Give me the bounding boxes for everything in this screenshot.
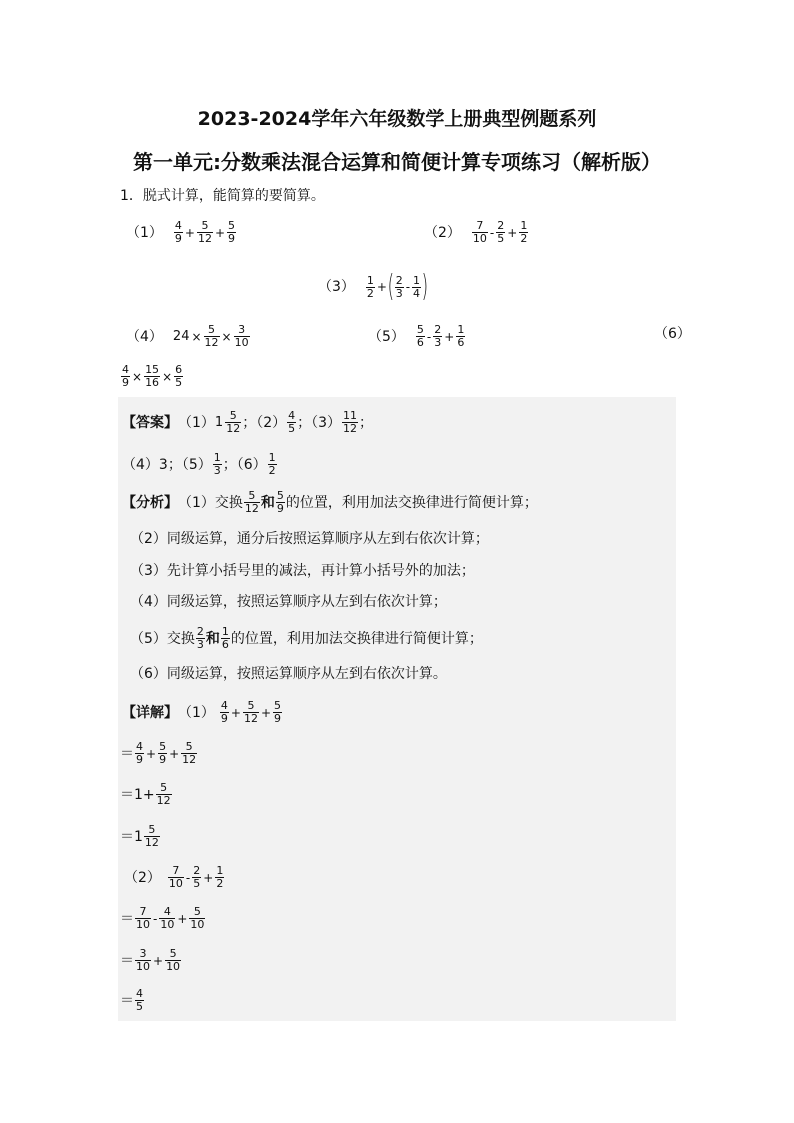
answer-line-2: （4）3；（5） $\frac{1}{3}$ ；（6） $\frac{1}{2}$ <box>122 451 276 477</box>
left-paren: ( <box>387 269 395 304</box>
operator: × <box>191 329 202 344</box>
fraction: $\frac{1}{6}$ <box>221 625 229 651</box>
question-prompt: 1．脱式计算，能简算的要简算。 <box>120 188 325 204</box>
fraction: $\frac{1}{2}$ <box>268 451 276 477</box>
fraction: $\frac{5}{10}$ <box>190 905 205 931</box>
fraction: $\frac{5}{12}$ <box>226 409 241 435</box>
fraction: $\frac{6}{5}$ <box>175 363 183 389</box>
fraction: $\frac{4}{5}$ <box>288 409 296 435</box>
fraction: $\frac{4}{9}$ <box>136 740 143 766</box>
analysis-line-1: 【分析】 （1）交换 $\frac{5}{12}$ 和 $\frac{5}{9}$ 的位置，利用加法交换律进行简便计算； <box>122 489 538 515</box>
fraction: $\frac{2}{5}$ <box>497 219 505 245</box>
fraction: $\frac{7}{10}$ <box>472 219 487 245</box>
fraction: $\frac{7}{10}$ <box>168 864 183 890</box>
fraction: $\frac{5}{12}$ <box>197 219 212 245</box>
operator: + <box>376 280 387 294</box>
problem-5 <box>368 324 466 349</box>
analysis-line-2: （2）同级运算，通分后按照运算顺序从左到右依次计算； <box>130 531 489 547</box>
detail-step-8: ＝ $\frac{4}{5}$ <box>120 987 143 1013</box>
fraction: $\frac{11}{12}$ <box>343 409 358 435</box>
analysis-line-3: （3）先计算小括号里的减法，再计算小括号外的加法； <box>130 563 475 579</box>
operator: - <box>405 280 411 294</box>
problem-label: （4） <box>126 328 163 345</box>
fraction: $\frac{2}{3}$ <box>196 625 204 651</box>
operator: + <box>444 329 455 344</box>
fraction: $\frac{1}{2}$ <box>216 864 224 890</box>
fraction: $\frac{5}{10}$ <box>166 947 181 973</box>
problem-label: （3） <box>318 279 355 295</box>
fraction: $\frac{4}{10}$ <box>160 905 175 931</box>
fraction: $\frac{5}{9}$ <box>159 740 167 766</box>
operator: - <box>489 225 495 240</box>
problem-label: （5） <box>368 328 405 345</box>
analysis-line-4: （4）同级运算，按照运算顺序从左到右依次计算； <box>130 594 447 610</box>
detail-step-2: ＝ $\frac{4}{9}$ + $\frac{5}{9}$ + $\frac{5}{12}$ <box>120 740 197 766</box>
fraction: $\frac{5}{12}$ <box>243 699 258 725</box>
operator: × <box>162 369 173 384</box>
fraction: $\frac{1}{3}$ <box>213 451 221 477</box>
right-paren: ) <box>421 269 429 304</box>
fraction: $\frac{1}{6}$ <box>457 323 465 349</box>
fraction: $\frac{1}{4}$ <box>413 273 421 300</box>
fraction: $\frac{3}{10}$ <box>234 323 249 349</box>
fraction: $\frac{3}{10}$ <box>136 947 150 973</box>
fraction: $\frac{5}{12}$ <box>156 781 171 807</box>
problem-2 <box>424 220 529 245</box>
integer: 24 <box>172 328 190 344</box>
fraction: $\frac{7}{10}$ <box>136 905 150 931</box>
fraction: $\frac{5}{12}$ <box>204 323 219 349</box>
fraction: $\frac{2}{5}$ <box>193 864 201 890</box>
detail-step-7: ＝ $\frac{3}{10}$ + $\frac{5}{10}$ <box>120 947 181 973</box>
fraction: $\frac{2}{3}$ <box>395 273 403 300</box>
operator: × <box>132 369 143 384</box>
fraction: $\frac{15}{16}$ <box>145 363 160 389</box>
fraction: $\frac{4}{5}$ <box>136 987 143 1013</box>
detail-step-4: ＝1 $\frac{5}{12}$ <box>120 823 159 849</box>
analysis-tag: 【分析】 <box>122 494 178 511</box>
fraction: $\frac{1}{2}$ <box>520 219 528 245</box>
fraction: $\frac{5}{12}$ <box>244 489 259 515</box>
problem-4 <box>126 324 251 349</box>
problem-label: （1） <box>126 224 163 241</box>
detail-step-6: ＝ $\frac{7}{10}$ - $\frac{4}{10}$ + $\frac{5}{10}$ <box>120 905 205 931</box>
fraction: $\frac{4}{9}$ <box>122 363 129 389</box>
document-title: 2023-2024学年六年级数学上册典型例题系列 <box>197 108 597 130</box>
detail-tag: 【详解】 <box>122 704 178 721</box>
fraction: $\frac{1}{2}$ <box>366 273 374 300</box>
problem-3 <box>318 269 429 304</box>
answer-tag: 【答案】 <box>122 414 178 431</box>
detail-step-5: （2） $\frac{7}{10}$ - $\frac{2}{5}$ + $\frac{1}{2}$ <box>124 864 224 890</box>
fraction: $\frac{5}{12}$ <box>144 823 159 849</box>
fraction: $\frac{2}{3}$ <box>434 323 442 349</box>
operator: × <box>221 329 232 344</box>
document-subtitle: 第一单元:分数乘法混合运算和简便计算专项练习（解析版） <box>133 150 661 174</box>
answer-line-1: 【答案】 （1） 1 $\frac{5}{12}$ ；（2） $\frac{4}{5}$ ；（3） $\frac{11}{12}$ ； <box>122 409 374 435</box>
fraction: $\frac{5}{9}$ <box>276 489 284 515</box>
operator: + <box>214 225 226 240</box>
problem-1 <box>126 220 237 245</box>
operator: + <box>184 225 195 240</box>
analysis-line-5: （5）交换 $\frac{2}{3}$ 和 $\frac{1}{6}$ 的位置，利用加法交换律进行简便计算； <box>130 625 483 651</box>
problem-label: （2） <box>424 224 461 241</box>
fraction: $\frac{4}{9}$ <box>220 699 228 725</box>
fraction: $\frac{5}{9}$ <box>274 699 282 725</box>
fraction: $\frac{4}{9}$ <box>174 219 182 245</box>
detail-step-3: ＝1+ $\frac{5}{12}$ <box>120 781 171 807</box>
fraction: $\frac{5}{12}$ <box>182 740 197 766</box>
analysis-line-6: （6）同级运算，按照运算顺序从左到右依次计算。 <box>130 666 447 682</box>
fraction: $\frac{5}{6}$ <box>416 323 424 349</box>
operator: - <box>426 329 432 344</box>
operator: + <box>507 225 518 240</box>
problem-6 <box>120 364 184 389</box>
problem-6-label: （6） <box>654 326 691 342</box>
detail-step-1: 【详解】 （1） $\frac{4}{9}$ + $\frac{5}{12}$ + $\frac{5}{9}$ <box>122 699 282 725</box>
fraction: $\frac{5}{9}$ <box>228 219 236 245</box>
